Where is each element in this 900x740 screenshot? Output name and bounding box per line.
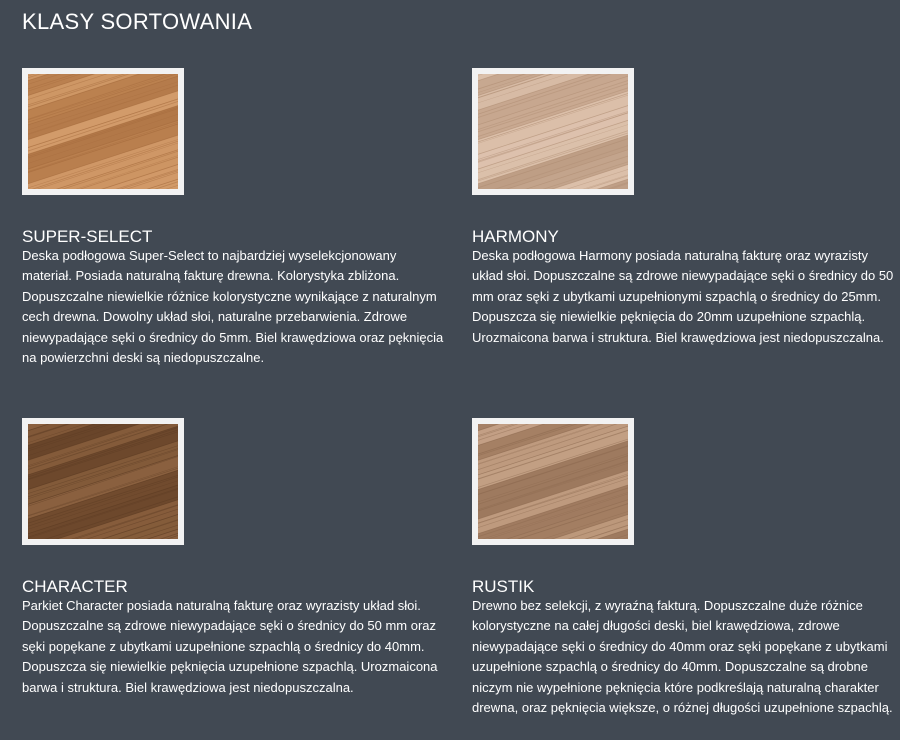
rustik-wood-image — [472, 418, 634, 545]
grade-description: Parkiet Character posiada naturalną fakturę oraz wyrazisty układ słoi. Dopuszczalne są zdrowe niewypadające sęki o średnicy do 50 mm oraz sęki popękane z ubytkami uzupełnione szpachlą o średnicy do 40mm. Dopuszcza się niewielkie pęknięcia uzupełnione szpachlą. Urozmaicona barwa i struktura. Biel krawędziowa jest niedopuszczalna. — [22, 598, 438, 695]
harmony-wood-image — [472, 68, 634, 195]
character-wood-image — [22, 418, 184, 545]
page-title: KLASY SORTOWANIA — [22, 9, 253, 34]
wood-swatch — [478, 424, 628, 539]
wood-swatch — [478, 74, 628, 189]
grade-name: RUSTIK — [472, 577, 535, 596]
grade-description: Drewno bez selekcji, z wyraźną fakturą. Dopuszczalne duże różnice kolorystyczne na całej długości deski, biel krawędziowa, zdrowe niewypadające sęki o średnicy do 40mm oraz sęki popękane z ubytkami uzupełnione szpachlą o średnicy do 40mm. Dopuszczalne są drobne niczym nie wypełnione pęknięcia które podkreślają naturalną charakter drewna, oraz pęknięcia większe, o różnej długości uzupełnione szpachlą. — [472, 598, 893, 716]
super-select-wood-image — [22, 68, 184, 195]
grade-description: Deska podłogowa Super-Select to najbardziej wyselekcjonowany materiał. Posiada naturalną fakturę drewna. Kolorystyka zbliżona. Dopuszczalne niewielkie różnice kolorystyczne wynikające z naturalnym cech drewna. Dowolny układ słoi, naturalne przebarwienia. Zdrowe niewypadające sęki o średnicy do 5mm. Biel krawędziowa oraz pęknięcia na powierzchni deski są niedopuszczalne. — [22, 248, 444, 366]
grade-name: HARMONY — [472, 227, 559, 246]
wood-swatch — [28, 424, 178, 539]
grade-name: SUPER-SELECT — [22, 227, 153, 246]
grade-description: Deska podłogowa Harmony posiada naturalną fakturę oraz wyrazisty układ słoi. Dopuszczalne są zdrowe niewypadające sęki o średnicy do 50 mm oraz sęki z ubytkami uzupełnionymi szpachlą o średnicy do 25mm. Dopuszcza się niewielkie pęknięcia do 20mm uzupełnione szpachlą. Urozmaicona barwa i struktura. Biel krawędziowa jest niedopuszczalna. — [472, 248, 894, 345]
grade-name: CHARACTER — [22, 577, 128, 596]
wood-swatch — [28, 74, 178, 189]
